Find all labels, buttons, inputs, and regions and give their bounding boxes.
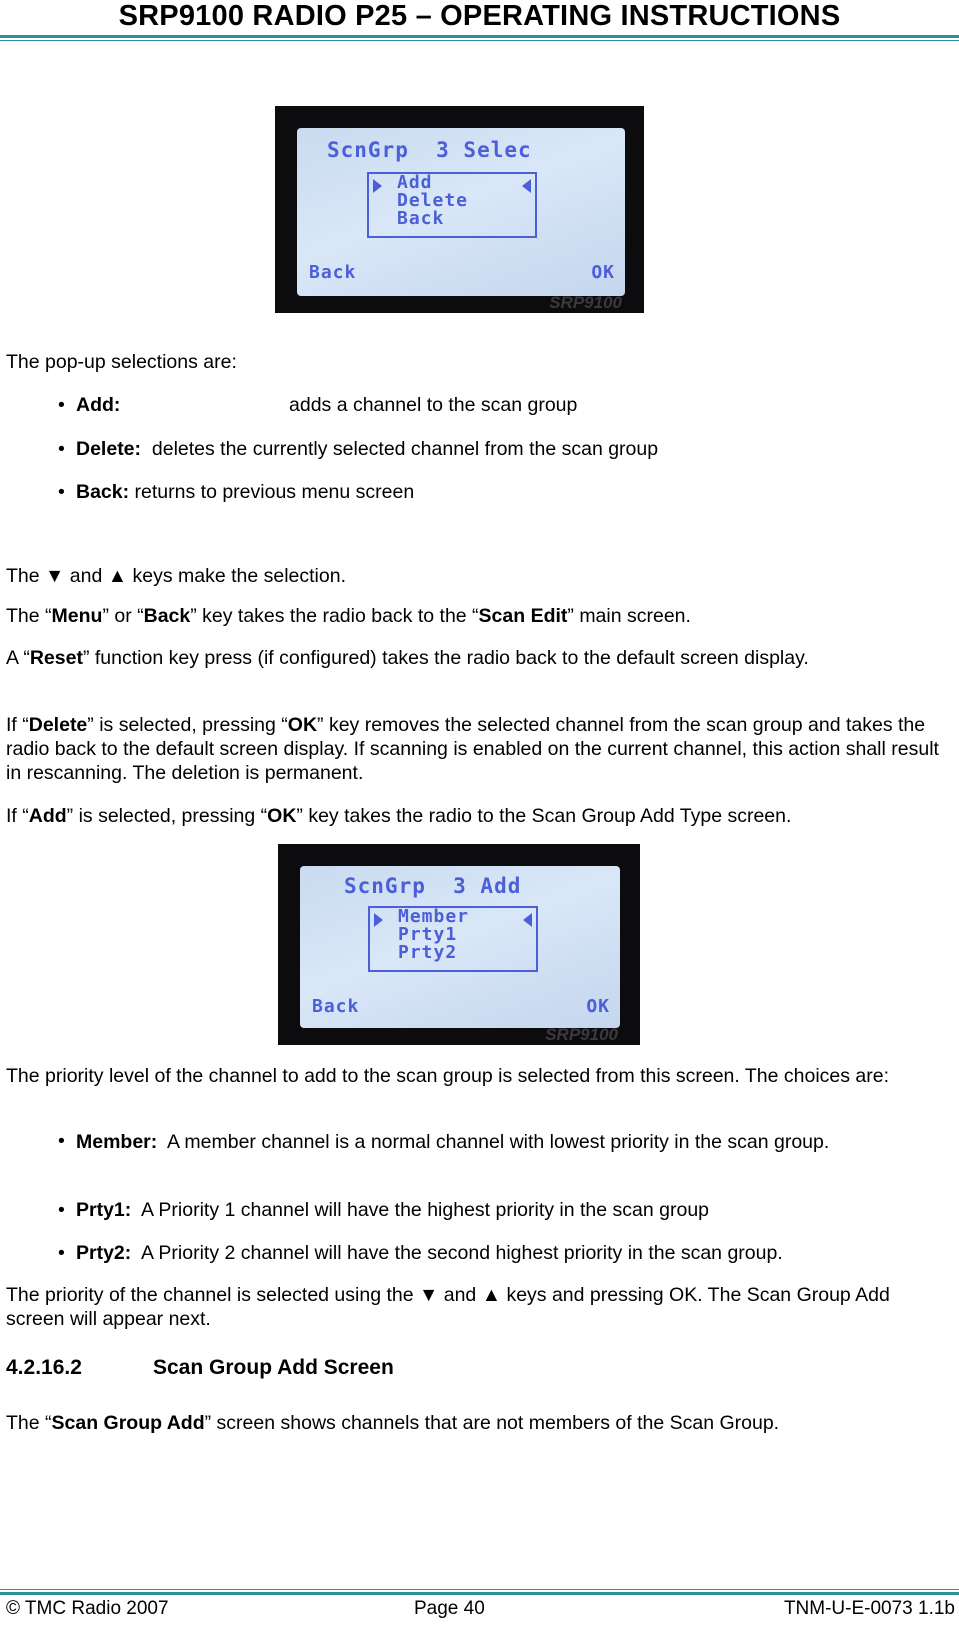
footer-rule — [0, 1592, 959, 1595]
lcd-item-member: Member — [398, 906, 470, 927]
selector-left-icon — [522, 179, 531, 193]
lcd-item-back: Back — [397, 208, 445, 229]
selector-right-icon — [374, 913, 383, 927]
bullet: • — [58, 1199, 65, 1221]
lcd-title: ScnGrp 3 Selec — [327, 138, 532, 162]
lcd-softkey-ok: OK — [591, 262, 615, 283]
choice-text: A Priority 1 channel will have the highest priority in the scan group — [141, 1199, 710, 1221]
down-arrow-icon: ▼ — [45, 565, 65, 587]
lcd-item-add: Add — [397, 172, 433, 193]
lcd-item-prty1: Prty1 — [398, 924, 458, 945]
lcd-softkey-back: Back — [309, 262, 357, 283]
bullet: • — [58, 1242, 65, 1264]
lcd-softkey-back: Back — [312, 996, 360, 1017]
lcd-softkey-ok: OK — [586, 996, 610, 1017]
lcd-item-delete: Delete — [397, 190, 469, 211]
selection-text: adds a channel to the scan group — [289, 394, 578, 416]
lcd-display — [300, 866, 620, 1028]
lcd-popup-box — [367, 172, 537, 238]
brand-logo: SRP9100 — [549, 293, 622, 312]
selector-left-icon — [523, 913, 532, 927]
up-arrow-icon: ▲ — [481, 1284, 502, 1306]
page-header-title: SRP9100 RADIO P25 – OPERATING INSTRUCTIONS — [118, 0, 841, 32]
lcd-display — [297, 128, 625, 296]
priority-intro: The priority level of the channel to add to the scan group is selected from this screen. The choices are: — [6, 1065, 890, 1087]
selection-label: Add: — [76, 394, 121, 416]
lcd-popup-box — [368, 906, 538, 972]
footer-copyright: © TMC Radio 2007 — [6, 1598, 169, 1619]
section-title: Scan Group Add Screen — [153, 1356, 394, 1379]
para-priority: The priority of the channel is selected using the ▼ and ▲ keys and pressing OK. The Scan Group Add screen will appear next. — [6, 1284, 890, 1330]
selection-text: returns to previous menu screen — [134, 481, 415, 503]
para-delete: If “Delete” is selected, pressing “OK” key removes the selected channel from the scan group and takes the radio back to the default screen display. If scanning is enabled on the current channel, this action shall result in rescanning. The deletion is permanent. — [6, 714, 939, 784]
para-reset: A “Reset” function key press (if configured) takes the radio back to the default screen display. — [6, 647, 809, 669]
brand-logo: SRP9100 — [545, 1025, 618, 1044]
selection-label: Delete: — [76, 438, 142, 460]
radio-screen-select — [275, 106, 644, 313]
selection-text: deletes the currently selected channel from the scan group — [151, 438, 659, 460]
para-keys: The ▼ and ▲ keys make the selection. — [6, 565, 346, 587]
selector-right-icon — [373, 179, 382, 193]
section-number: 4.2.16.2 — [6, 1356, 82, 1379]
choice-label: Member: — [76, 1131, 158, 1153]
list-item — [0, 481, 959, 505]
popup-intro: The pop-up selections are: — [6, 351, 237, 373]
list-item — [0, 1130, 959, 1178]
up-arrow-icon: ▲ — [107, 565, 128, 587]
bullet: • — [58, 1130, 65, 1152]
radio-screen-add-type — [278, 844, 640, 1045]
para-add: If “Add” is selected, pressing “OK” key takes the radio to the Scan Group Add Type screen. — [6, 805, 792, 827]
down-arrow-icon: ▼ — [419, 1284, 439, 1306]
choice-text: A Priority 2 channel will have the second highest priority in the scan group. — [141, 1242, 783, 1264]
lcd-item-prty2: Prty2 — [398, 942, 458, 963]
choice-text: A member channel is a normal channel with lowest priority in the scan group. — [167, 1131, 830, 1153]
list-item — [0, 1199, 959, 1223]
footer-page-number: Page 40 — [414, 1598, 485, 1619]
list-item — [0, 438, 959, 462]
bullet: • — [58, 438, 65, 460]
choice-label: Prty1: — [76, 1199, 132, 1221]
para-scan-add: The “Scan Group Add” screen shows channels that are not members of the Scan Group. — [6, 1412, 780, 1434]
bullet: • — [58, 394, 65, 416]
para-menu: The “Menu” or “Back” key takes the radio back to the “Scan Edit” main screen. — [6, 605, 691, 627]
list-item — [0, 394, 959, 418]
bullet: • — [58, 481, 65, 503]
lcd-title: ScnGrp 3 Add — [344, 874, 522, 898]
footer-doc-id: TNM-U-E-0073 1.1b — [783, 1598, 955, 1619]
header-rule — [0, 35, 959, 38]
footer-rule-thin — [0, 1589, 959, 1590]
list-item — [0, 1242, 959, 1266]
header-rule-thin — [0, 40, 959, 41]
selection-label: Back: — [76, 481, 130, 503]
choice-label: Prty2: — [76, 1242, 132, 1264]
